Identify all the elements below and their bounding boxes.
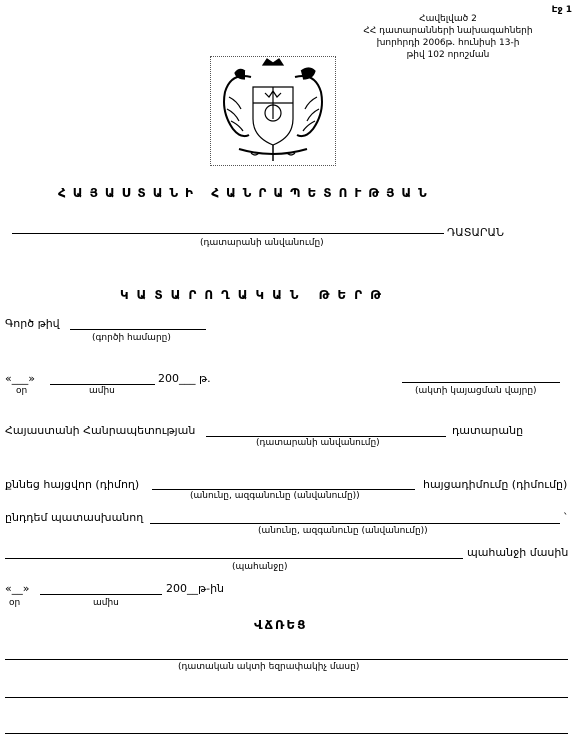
republic-title: ՀԱՅԱՍՏԱՆԻ ՀԱՆՐԱՊԵՏՈՒԹՅԱՆ bbox=[58, 186, 434, 200]
date2-month-caption: ամիս bbox=[93, 598, 119, 608]
page-number: Էջ 1 bbox=[551, 5, 572, 15]
appendix-note bbox=[356, 13, 540, 61]
court-row-label: Հայաստանի Հանրապետության bbox=[5, 424, 196, 437]
court-suffix: ԴԱՏԱՐԱՆ bbox=[447, 226, 504, 239]
plaintiff-tail: հայցադիմումը (դիմումը) bbox=[423, 478, 568, 491]
appendix-line: Հավելված 2 bbox=[419, 14, 477, 24]
place-caption: (ակտի կայացման վայրը) bbox=[415, 386, 537, 396]
defendant-label: ընդդեմ պատասխանող bbox=[5, 511, 144, 524]
claim-line[interactable] bbox=[5, 558, 463, 559]
coat-of-arms-icon bbox=[211, 57, 335, 165]
date2-day[interactable]: «__» bbox=[5, 582, 30, 595]
coat-of-arms-emblem bbox=[210, 56, 336, 166]
appendix-line: թիվ 102 որոշման bbox=[406, 50, 490, 60]
date1-day[interactable]: «___» bbox=[5, 372, 35, 385]
defendant-line[interactable] bbox=[150, 523, 560, 524]
date2-month-line[interactable] bbox=[40, 594, 162, 595]
court-row-tail: դատարանը bbox=[452, 424, 524, 437]
decision-line-3[interactable] bbox=[5, 733, 568, 734]
date1-month-line[interactable] bbox=[50, 384, 155, 385]
document-title: ԿԱՏԱՐՈՂԱԿԱՆ ԹԵՐԹ bbox=[120, 288, 389, 302]
date1-day-caption: օր bbox=[16, 386, 28, 396]
case-number-line[interactable] bbox=[70, 329, 206, 330]
date1-month-caption: ամիս bbox=[89, 386, 115, 396]
plaintiff-label: քննեց հայցվոր (դիմող) bbox=[5, 478, 140, 491]
court-caption: (դատարանի անվանումը) bbox=[200, 238, 324, 248]
date1-year[interactable]: 200___ թ. bbox=[158, 372, 211, 385]
date2-year[interactable]: 200__թ-ին bbox=[166, 582, 225, 595]
court-row-caption: (դատարանի անվանումը) bbox=[256, 438, 380, 448]
case-caption: (գործի համարը) bbox=[92, 333, 171, 343]
court-name-line[interactable] bbox=[12, 233, 444, 234]
plaintiff-line[interactable] bbox=[152, 489, 415, 490]
place-line[interactable] bbox=[402, 382, 560, 383]
decision-caption: (դատական ակտի եզրափակիչ մասը) bbox=[178, 662, 360, 672]
case-label: Գործ թիվ bbox=[5, 317, 60, 330]
appendix-line: ՀՀ դատարանների նախագահների bbox=[363, 26, 533, 36]
decision-line-1[interactable] bbox=[5, 659, 568, 660]
court-row-line[interactable] bbox=[206, 436, 446, 437]
appendix-line: խորհրդի 2006թ. հունիսի 13-ի bbox=[376, 38, 520, 48]
plaintiff-caption: (անունը, ազգանունը (անվանումը)) bbox=[190, 491, 360, 501]
date2-day-caption: օր bbox=[9, 598, 21, 608]
decision-title: ՎՃՌԵՑ bbox=[254, 618, 308, 632]
claim-tail: պահանջի մասին bbox=[467, 546, 569, 559]
claim-caption: (պահանջը) bbox=[232, 562, 288, 572]
defendant-tail: ` bbox=[563, 511, 569, 524]
defendant-caption: (անունը, ազգանունը (անվանումը)) bbox=[258, 526, 428, 536]
decision-line-2[interactable] bbox=[5, 697, 568, 698]
